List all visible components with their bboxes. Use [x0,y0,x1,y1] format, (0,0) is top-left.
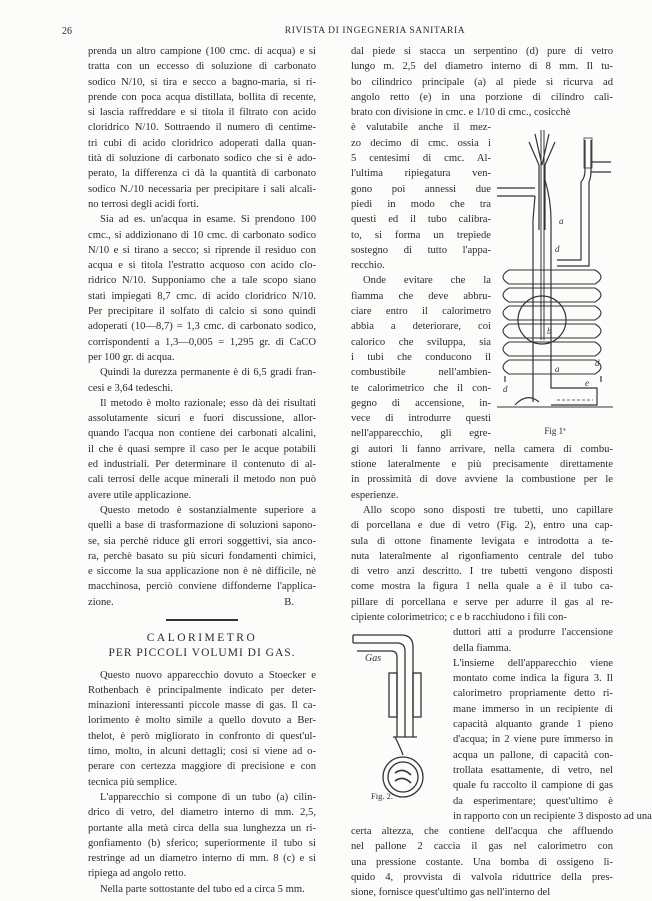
label-a-lower: a [555,364,560,375]
text-line: fiamma che deve abbru- [351,290,491,302]
left-column [88,44,316,897]
text-line: thelot, è però migliorato in confronto di quest'ul- [88,730,316,742]
text-line: piedi in modo che tra [351,198,491,210]
text-line: questi ed il tubo calibra- [351,214,491,226]
text-line: duttori atti a produrre l'accensione [453,627,613,639]
text-line: Onde evitare che la [363,275,491,287]
text-line: L'apparecchio si compone di un tubo (a) cilin- [100,791,316,803]
text-line: minazioni interessanti piccole masse di gas. Il ca- [88,700,316,712]
text-line: Rothenbach è principalmente indicato per deter- [88,684,316,696]
text-line: ciare entro il calorimetro [351,306,491,318]
text-line: cesi e 3,64 tedeschi. [88,382,174,394]
text-line: cloridrico N/10. Sottraendo il numero di centime- [88,122,316,134]
text-line: 5 centesimi di cmc. Al- [351,153,491,165]
figure-1-caption: Fig 1ª [544,426,566,437]
author-signature: B. [284,596,294,608]
text-line: zo decimo di cmc. ossia i [351,137,491,149]
text-line: come mostra la figura 1 nella quale a è il tubo ca- [351,581,613,593]
text-line: L'insieme dell'apparecchio viene [453,657,613,669]
figure-1-calorimeter [497,120,613,441]
text-line: drico di vetro, del diametro interno di mm. 2,5, [88,807,316,819]
text-line: gono poi annessi due [351,183,491,195]
label-e: e [585,378,589,389]
text-line: sodico N./10 necessaria per precipitare i sali alcali- [88,183,316,195]
text-line: tecnica più semplice. [88,776,178,788]
text-line: Quindi la durezza permanente è di 6,5 gradi fran- [100,367,316,379]
text-line: pillare di porcellana e serve per adurre il gas al re- [351,596,613,608]
text-line: calorimetro propriamente detto ri- [453,688,613,700]
text-line: lorimento è molto simile a quello dovuto a Ber- [88,715,316,727]
text-line: perato, la differenza ci dà la quantità di carbonato [88,168,316,180]
text-line: bo cilindrico principale (a) al piede si ricurva ad [351,76,613,88]
text-line: timo, molto, in alcuni dettagli; così si viene ad o- [88,746,316,758]
section-title: CALORIMETRO [146,631,258,644]
text-line: ra, perchè basato su più sicuri fondamenti chimici, [88,550,316,562]
text-line: cmc., si addizionano di 10 cmc. di carbonato sodico [88,229,316,241]
calorimeter-drawing [497,120,613,420]
text-line: per 100 gr. di acqua. [88,351,175,363]
text-line: acqua un pallone, di capacità con- [453,749,613,761]
text-line: è valutabile anche il mez- [351,122,491,134]
text-line: quale fu raccolto il campione di gas [453,780,613,792]
text-line: perare con certezza maggiore di precisione e con [88,761,316,773]
text-line: avere utile applicazione. [88,489,192,501]
figure-2-caption: Fig. 2. [371,790,393,801]
text-line: in prossimità di dove avviene la combustione per le [351,474,613,486]
label-d-left: d [503,384,508,395]
text-line: adoperati (10—8,7) = 1,3 cmc. di carbonato sodico, [88,321,316,333]
running-title: RIVISTA DI INGEGNERIA SANITARIA [284,26,466,36]
text-line: ridrico N/10. Supponiamo che a tale scopo siano [88,275,316,287]
label-a: a [559,216,564,227]
text-line: sodico N/10, si tira e secco a bagno-maria, si ri- [88,76,316,88]
text-line: no terrosi degli acidi forti. [88,198,199,210]
text-line: Allo scopo sono disposti tre tubetti, uno capillare [363,504,613,516]
label-b: b [547,326,552,337]
text-line: N/10 e si tirano a secco; si riprende il residuo con [88,244,316,256]
text-line: nell'apparecchio, gli egre- [351,428,491,440]
page-number: 26 [62,26,72,37]
text-line: mane immerso in un recipiente di [453,703,613,715]
text-line: recchio. [351,260,385,272]
text-line: di porcellana e due di vetro (Fig. 2), entro una cap- [351,520,613,532]
text-line: certa altezza, che contiene dell'acqua che affluendo [351,826,613,838]
text-line: capacità alquanto grande 1 pieno [453,719,613,731]
text-line: abbia a deteriorare, coi [351,321,491,333]
text-line: quelli a base di trasformazione di soluzioni sapono- [88,520,316,532]
text-line: d'acqua; in 2 viene pure immerso in [453,734,613,746]
text-line: Questo nuovo apparecchio dovuto a Stoecker e [100,669,316,681]
text-line: tità di soluzione di carbonato sodico che si è ado- [88,153,316,165]
text-line: quido 4, provvista di valvola riduttrice della pres- [351,872,613,884]
text-line: combustibile nell'ambien- [351,367,491,379]
text-line: si lascia raffreddare e si titola il filtrato con acido [88,107,316,119]
text-line: gonfiamento (b) sferico; superiormente il tubo si [88,837,316,849]
text-line: calorico che sviluppa, sia [351,336,491,348]
text-line: montato come indica la figura 3. Il [453,673,613,685]
text-line: se, sia perchè riduce gli errori soggettivi, sia anco- [88,535,316,547]
text-line [88,595,316,610]
section-divider [166,619,238,621]
text-line: tratta con un eccesso di soluzione di carbonato [88,61,316,73]
text-line: Il metodo è molto razionale; esso dà dei risultati [100,397,316,409]
text-line: trollata esattamente, di vetro, nel [453,764,613,776]
text-line: assolutamente sicuri e fuori discussione, allor- [88,413,316,425]
text-line: prende con poca acqua distillata, bollita di recente, [88,91,316,103]
text-line: corrispondenti a 1,3—0,005 = 1,295 gr. di CaCO [88,336,316,348]
text-line: to, si forma un trepiede [351,229,491,241]
text-line: Nella parte sottostante del tubo ed a circa 5 mm. [100,883,305,895]
text-line: una pressione costante. Una bomba di ossigeno li- [351,856,613,868]
text-line: Sia ad es. un'acqua in esame. Si prendono 100 [100,214,316,226]
text-line: prenda un altro campione (100 cmc. di acqua) e si [88,46,316,57]
text-line: stione lateralmente e più precisamente direttamente [351,459,613,471]
text-line: stati impiegati 8,7 cmc. di acido cloridrico N/10. [88,290,316,302]
text-line: e siccome la sua applicazione non è nè difficile, nè [88,566,316,578]
text-line: in rapporto con un recipiente 3 disposto ad una [453,810,652,822]
text-line: sostegno di tutto l'appa- [351,244,491,256]
text-line: tri cubi di acido cloridrico adoperati dalla quan- [88,137,316,149]
text-line: sione, fornisce quest'ultimo gas nell'interno del [351,887,551,899]
text-line: ripiega ad angolo retto. [88,868,187,880]
text-line: cipiente colorimetrico; c e b racchiudono i fili con- [351,611,567,623]
text-line: della fiamma. [453,642,512,654]
text-line: ed industriali. Per determinare il contenuto di al- [88,459,316,471]
text-line: acqua e si titola l'estratto acquoso con acido clo- [88,260,316,272]
gas-label: Gas [365,653,382,665]
text-line: zione. [88,596,114,608]
text-line: da esperimentare; quest'ultimo è [453,795,613,807]
text-line: di vetro anzi descritto. I tre tubetti vengono disposti [351,566,613,578]
section-subtitle: PER PICCOLI VOLUMI DI GAS. [108,647,296,660]
text-line: lungo m. 2,5 del diametro interno di 8 mm. Il tu- [351,61,613,73]
right-column [351,44,652,901]
text-line: esperienze. [351,489,399,501]
text-line: restringe ad un diametro interno di mm. 8 (c) e si [88,853,316,865]
text-line: Per precipitare il solfato di calcio si sono quindi [88,306,316,318]
text-line: gegno di accensione, in- [351,397,491,409]
text-line: te calorimetrico che il con- [351,382,491,394]
label-d-right: d [595,358,600,369]
text-line: l'ultima ripiegatura ven- [351,168,491,180]
text-line: il che è quasi sempre il caso per le acque potabili [88,443,316,455]
text-line: gi autori li fanno arrivare, nella camera di combu- [351,443,613,455]
text-line: nel pallone 2 caccia il gas nel calorimetro con [351,841,613,853]
text-line: macchinosa, perciò conviene diffonderne l'applica- [88,581,316,593]
text-line: nuta lateralmente al rigonfiamento centrale del tubo [351,550,613,562]
text-line: brato con divisione in cmc. e 1/10 di cmc., cosicchè [351,107,571,119]
text-line: quando l'acqua non contiene dei carbonati alcalini, [88,428,316,440]
text-line: vece di introdurre questi [351,413,491,425]
figure-2-tubes [351,627,447,810]
text-line: cali terrosi delle acque minerali il metodo non può [88,474,316,486]
text-line: Questo metodo è sostanzialmente superiore a [100,504,316,516]
text-line: dal piede si stacca un serpentino (d) pure di vetro [351,46,613,57]
label-d: d [555,244,560,255]
text-line: sula di ottone finamente levigata e introdotta a te- [351,535,613,547]
text-line: i tubi che conducono il [351,351,491,363]
tubes-drawing [351,627,447,787]
text-line: portante alla metà circa della sua lunghezza un ri- [88,822,316,834]
text-line: angolo retto (e) in una porzione di cilindro cali- [351,91,613,103]
